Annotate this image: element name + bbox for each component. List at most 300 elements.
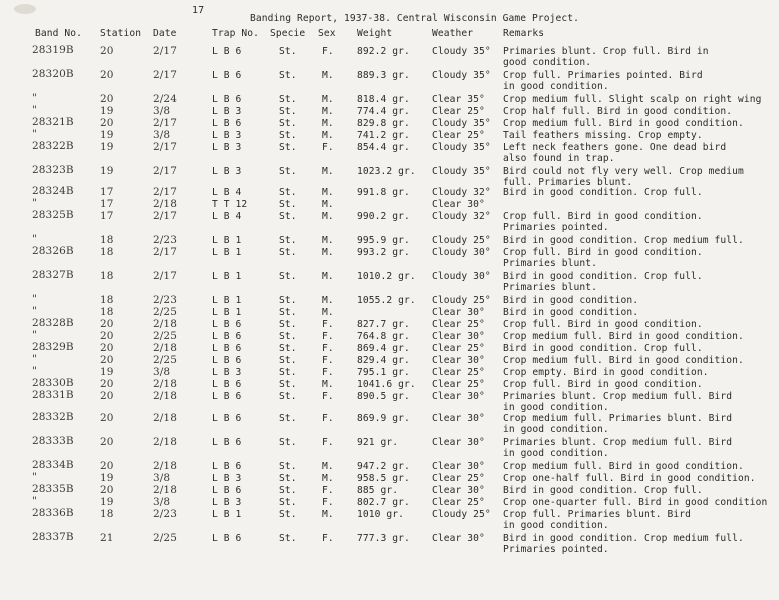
sex-cell: F. bbox=[322, 533, 334, 544]
band-number: 28326B bbox=[32, 245, 74, 257]
specie-cell: St. bbox=[279, 379, 297, 390]
sex-cell: F. bbox=[322, 437, 334, 448]
date-cell: 2/25 bbox=[153, 306, 177, 318]
trap-number-cell: L B 3 bbox=[212, 130, 242, 141]
column-header: Weight bbox=[357, 28, 393, 39]
weather-cell: Cloudy 35° bbox=[432, 166, 491, 177]
specie-cell: St. bbox=[279, 509, 297, 520]
sex-cell: M. bbox=[322, 70, 334, 81]
trap-number-cell: L B 3 bbox=[212, 497, 242, 508]
station-cell: 21 bbox=[100, 532, 114, 544]
date-cell: 3/8 bbox=[153, 105, 171, 117]
sex-cell: F. bbox=[322, 331, 334, 342]
specie-cell: St. bbox=[279, 166, 297, 177]
station-cell: 19 bbox=[100, 165, 114, 177]
weight-cell: 869.9 gr. bbox=[357, 413, 410, 424]
weight-cell: 795.1 gr. bbox=[357, 367, 410, 378]
sex-cell: M. bbox=[322, 118, 334, 129]
station-cell: 20 bbox=[100, 436, 114, 448]
remarks-line: Crop medium full. Bird in good condition. bbox=[503, 118, 744, 129]
station-cell: 19 bbox=[100, 366, 114, 378]
date-cell: 2/17 bbox=[153, 210, 177, 222]
sex-cell: M. bbox=[322, 461, 334, 472]
sex-cell: M. bbox=[322, 473, 334, 484]
weight-cell: 827.7 gr. bbox=[357, 319, 410, 330]
remarks-line: Crop one-half full. Bird in good condition. bbox=[503, 473, 756, 484]
station-cell: 17 bbox=[100, 210, 114, 222]
band-number: " bbox=[32, 353, 37, 365]
band-number: " bbox=[32, 329, 37, 341]
remarks-line: Bird in good condition. bbox=[503, 307, 639, 318]
trap-number-cell: L B 3 bbox=[212, 106, 242, 117]
date-cell: 2/17 bbox=[153, 270, 177, 282]
date-cell: 2/17 bbox=[153, 69, 177, 81]
specie-cell: St. bbox=[279, 485, 297, 496]
weather-cell: Clear 30° bbox=[432, 437, 485, 448]
weight-cell: 741.2 gr. bbox=[357, 130, 410, 141]
station-cell: 18 bbox=[100, 246, 114, 258]
specie-cell: St. bbox=[279, 473, 297, 484]
weather-cell: Clear 30° bbox=[432, 307, 485, 318]
remarks-line: Bird in good condition. Crop full. bbox=[503, 485, 703, 496]
date-cell: 2/18 bbox=[153, 390, 177, 402]
band-number: 28323B bbox=[32, 164, 74, 176]
station-cell: 20 bbox=[100, 45, 114, 57]
remarks-line: Crop full. Bird in good condition. bbox=[503, 211, 703, 222]
remarks-line: Left neck feathers gone. One dead bird bbox=[503, 142, 727, 153]
sex-cell: F. bbox=[322, 367, 334, 378]
sex-cell: M. bbox=[322, 130, 334, 141]
remarks-line: Crop full. Primaries blunt. Bird bbox=[503, 509, 692, 520]
specie-cell: St. bbox=[279, 295, 297, 306]
station-cell: 19 bbox=[100, 472, 114, 484]
remarks-line: in good condition. bbox=[503, 448, 609, 459]
band-number: 28322B bbox=[32, 140, 74, 152]
band-number: " bbox=[32, 293, 37, 305]
remarks-line: Bird could not fly very well. Crop medium bbox=[503, 166, 744, 177]
sex-cell: F. bbox=[322, 319, 334, 330]
weather-cell: Clear 25° bbox=[432, 130, 485, 141]
trap-number-cell: L B 6 bbox=[212, 355, 242, 366]
trap-number-cell: L B 6 bbox=[212, 118, 242, 129]
weight-cell: 1023.2 gr. bbox=[357, 166, 416, 177]
station-cell: 20 bbox=[100, 342, 114, 354]
trap-number-cell: L B 6 bbox=[212, 343, 242, 354]
specie-cell: St. bbox=[279, 307, 297, 318]
remarks-line: Crop medium full. Slight scalp on right wing bbox=[503, 94, 762, 105]
remarks-line: in good condition. bbox=[503, 520, 609, 531]
column-header: Specie bbox=[270, 28, 306, 39]
band-number: " bbox=[32, 365, 37, 377]
date-cell: 2/25 bbox=[153, 330, 177, 342]
column-header: Weather bbox=[432, 28, 474, 39]
weather-cell: Cloudy 35° bbox=[432, 118, 491, 129]
station-cell: 19 bbox=[100, 105, 114, 117]
column-header: Station bbox=[100, 28, 142, 39]
sex-cell: F. bbox=[322, 413, 334, 424]
specie-cell: St. bbox=[279, 461, 297, 472]
sex-cell: M. bbox=[322, 307, 334, 318]
date-cell: 2/23 bbox=[153, 508, 177, 520]
weather-cell: Clear 25° bbox=[432, 343, 485, 354]
weather-cell: Clear 30° bbox=[432, 461, 485, 472]
trap-number-cell: L B 6 bbox=[212, 391, 242, 402]
band-number: " bbox=[32, 128, 37, 140]
specie-cell: St. bbox=[279, 355, 297, 366]
band-number: " bbox=[32, 471, 37, 483]
weight-cell: 802.7 gr. bbox=[357, 497, 410, 508]
trap-number-cell: T T 12 bbox=[212, 199, 248, 210]
weight-cell: 1010.2 gr. bbox=[357, 271, 416, 282]
station-cell: 19 bbox=[100, 141, 114, 153]
weight-cell: 990.2 gr. bbox=[357, 211, 410, 222]
station-cell: 18 bbox=[100, 270, 114, 282]
sex-cell: M. bbox=[322, 211, 334, 222]
specie-cell: St. bbox=[279, 413, 297, 424]
remarks-line: in good condition. bbox=[503, 402, 609, 413]
column-header: Sex bbox=[318, 28, 336, 39]
column-header: Remarks bbox=[503, 28, 545, 39]
remarks-line: Crop medium full. Primaries blunt. Bird bbox=[503, 413, 733, 424]
band-number: 28320B bbox=[32, 68, 74, 80]
band-number: " bbox=[32, 104, 37, 116]
trap-number-cell: L B 3 bbox=[212, 166, 242, 177]
station-cell: 17 bbox=[100, 186, 114, 198]
date-cell: 2/23 bbox=[153, 234, 177, 246]
weather-cell: Clear 30° bbox=[432, 413, 485, 424]
date-cell: 2/18 bbox=[153, 198, 177, 210]
remarks-line: Bird in good condition. bbox=[503, 295, 639, 306]
specie-cell: St. bbox=[279, 235, 297, 246]
trap-number-cell: L B 6 bbox=[212, 533, 242, 544]
trap-number-cell: L B 1 bbox=[212, 247, 242, 258]
band-number: " bbox=[32, 495, 37, 507]
band-number: 28336B bbox=[32, 507, 74, 519]
date-cell: 3/8 bbox=[153, 129, 171, 141]
remarks-line: Bird in good condition. Crop medium full. bbox=[503, 235, 744, 246]
band-number: 28332B bbox=[32, 411, 74, 423]
date-cell: 2/18 bbox=[153, 484, 177, 496]
remarks-line: good condition. bbox=[503, 57, 592, 68]
remarks-line: in good condition. bbox=[503, 81, 609, 92]
remarks-line: Crop full. Bird in good condition. bbox=[503, 379, 703, 390]
band-number: " bbox=[32, 233, 37, 245]
station-cell: 20 bbox=[100, 412, 114, 424]
trap-number-cell: L B 1 bbox=[212, 295, 242, 306]
date-cell: 2/17 bbox=[153, 186, 177, 198]
weight-cell: 991.8 gr. bbox=[357, 187, 410, 198]
specie-cell: St. bbox=[279, 118, 297, 129]
weight-cell: 947.2 gr. bbox=[357, 461, 410, 472]
weight-cell: 1041.6 gr. bbox=[357, 379, 416, 390]
band-number: 28335B bbox=[32, 483, 74, 495]
station-cell: 20 bbox=[100, 460, 114, 472]
date-cell: 3/8 bbox=[153, 366, 171, 378]
band-number: 28337B bbox=[32, 531, 74, 543]
date-cell: 2/17 bbox=[153, 45, 177, 57]
specie-cell: St. bbox=[279, 94, 297, 105]
station-cell: 18 bbox=[100, 234, 114, 246]
sex-cell: F. bbox=[322, 355, 334, 366]
station-cell: 20 bbox=[100, 484, 114, 496]
specie-cell: St. bbox=[279, 391, 297, 402]
remarks-line: Primaries blunt. bbox=[503, 282, 598, 293]
remarks-line: Primaries pointed. bbox=[503, 222, 609, 233]
weight-cell: 869.4 gr. bbox=[357, 343, 410, 354]
weather-cell: Clear 25° bbox=[432, 319, 485, 330]
remarks-line: Crop full. Primaries pointed. Bird bbox=[503, 70, 703, 81]
weather-cell: Cloudy 25° bbox=[432, 235, 491, 246]
specie-cell: St. bbox=[279, 437, 297, 448]
date-cell: 2/17 bbox=[153, 117, 177, 129]
specie-cell: St. bbox=[279, 106, 297, 117]
remarks-line: in good condition. bbox=[503, 424, 609, 435]
station-cell: 18 bbox=[100, 508, 114, 520]
weight-cell: 854.4 gr. bbox=[357, 142, 410, 153]
remarks-line: Crop empty. Bird in good condition. bbox=[503, 367, 709, 378]
date-cell: 2/18 bbox=[153, 378, 177, 390]
specie-cell: St. bbox=[279, 199, 297, 210]
remarks-line: Bird in good condition. Crop medium full. bbox=[503, 533, 744, 544]
weather-cell: Cloudy 32° bbox=[432, 187, 491, 198]
sex-cell: M. bbox=[322, 247, 334, 258]
trap-number-cell: L B 6 bbox=[212, 485, 242, 496]
trap-number-cell: L B 6 bbox=[212, 319, 242, 330]
remarks-line: Bird in good condition. Crop full. bbox=[503, 343, 703, 354]
station-cell: 19 bbox=[100, 129, 114, 141]
paper-smudge bbox=[14, 4, 36, 14]
band-number: 28319B bbox=[32, 44, 74, 56]
sex-cell: M. bbox=[322, 379, 334, 390]
weather-cell: Clear 30° bbox=[432, 485, 485, 496]
remarks-line: Crop one-quarter full. Bird in good condition bbox=[503, 497, 768, 508]
date-cell: 2/25 bbox=[153, 532, 177, 544]
date-cell: 2/18 bbox=[153, 412, 177, 424]
band-number: 28331B bbox=[32, 389, 74, 401]
weather-cell: Clear 30° bbox=[432, 533, 485, 544]
specie-cell: St. bbox=[279, 70, 297, 81]
weight-cell: 777.3 gr. bbox=[357, 533, 410, 544]
sex-cell: F. bbox=[322, 497, 334, 508]
date-cell: 2/18 bbox=[153, 460, 177, 472]
station-cell: 20 bbox=[100, 69, 114, 81]
weather-cell: Clear 25° bbox=[432, 497, 485, 508]
remarks-line: also found in trap. bbox=[503, 153, 615, 164]
date-cell: 2/17 bbox=[153, 246, 177, 258]
weather-cell: Clear 30° bbox=[432, 355, 485, 366]
weight-cell: 921 gr. bbox=[357, 437, 399, 448]
specie-cell: St. bbox=[279, 319, 297, 330]
trap-number-cell: L B 6 bbox=[212, 331, 242, 342]
date-cell: 2/18 bbox=[153, 342, 177, 354]
station-cell: 20 bbox=[100, 390, 114, 402]
specie-cell: St. bbox=[279, 247, 297, 258]
weight-cell: 995.9 gr. bbox=[357, 235, 410, 246]
sex-cell: M. bbox=[322, 187, 334, 198]
trap-number-cell: L B 6 bbox=[212, 379, 242, 390]
sex-cell: M. bbox=[322, 106, 334, 117]
weight-cell: 892.2 gr. bbox=[357, 46, 410, 57]
station-cell: 20 bbox=[100, 354, 114, 366]
band-number: 28329B bbox=[32, 341, 74, 353]
station-cell: 18 bbox=[100, 294, 114, 306]
trap-number-cell: L B 1 bbox=[212, 307, 242, 318]
remarks-line: Crop half full. Bird in good condition. bbox=[503, 106, 733, 117]
weight-cell: 774.4 gr. bbox=[357, 106, 410, 117]
date-cell: 3/8 bbox=[153, 496, 171, 508]
trap-number-cell: L B 3 bbox=[212, 473, 242, 484]
column-header: Trap No. bbox=[212, 28, 260, 39]
date-cell: 3/8 bbox=[153, 472, 171, 484]
trap-number-cell: L B 6 bbox=[212, 46, 242, 57]
remarks-line: Bird in good condition. Crop full. bbox=[503, 271, 703, 282]
sex-cell: M. bbox=[322, 199, 334, 210]
band-number: 28327B bbox=[32, 269, 74, 281]
sex-cell: M. bbox=[322, 271, 334, 282]
station-cell: 17 bbox=[100, 198, 114, 210]
date-cell: 2/24 bbox=[153, 93, 177, 105]
sex-cell: M. bbox=[322, 166, 334, 177]
weather-cell: Cloudy 32° bbox=[432, 211, 491, 222]
trap-number-cell: L B 3 bbox=[212, 142, 242, 153]
weight-cell: 885 gr. bbox=[357, 485, 399, 496]
weight-cell: 818.4 gr. bbox=[357, 94, 410, 105]
station-cell: 20 bbox=[100, 378, 114, 390]
band-number: 28324B bbox=[32, 185, 74, 197]
specie-cell: St. bbox=[279, 331, 297, 342]
weather-cell: Cloudy 35° bbox=[432, 142, 491, 153]
band-number: 28333B bbox=[32, 435, 74, 447]
weather-cell: Clear 30° bbox=[432, 391, 485, 402]
weather-cell: Clear 25° bbox=[432, 379, 485, 390]
weather-cell: Clear 30° bbox=[432, 199, 485, 210]
weather-cell: Clear 30° bbox=[432, 331, 485, 342]
weather-cell: Cloudy 35° bbox=[432, 46, 491, 57]
weather-cell: Cloudy 30° bbox=[432, 247, 491, 258]
band-number: 28325B bbox=[32, 209, 74, 221]
sex-cell: M. bbox=[322, 295, 334, 306]
weather-cell: Cloudy 35° bbox=[432, 70, 491, 81]
station-cell: 20 bbox=[100, 318, 114, 330]
weather-cell: Clear 25° bbox=[432, 473, 485, 484]
weight-cell: 764.8 gr. bbox=[357, 331, 410, 342]
sex-cell: M. bbox=[322, 235, 334, 246]
sex-cell: F. bbox=[322, 485, 334, 496]
trap-number-cell: L B 6 bbox=[212, 70, 242, 81]
trap-number-cell: L B 6 bbox=[212, 437, 242, 448]
page-number: 17 bbox=[192, 5, 205, 16]
station-cell: 19 bbox=[100, 496, 114, 508]
weight-cell: 1055.2 gr. bbox=[357, 295, 416, 306]
weather-cell: Cloudy 30° bbox=[432, 271, 491, 282]
station-cell: 18 bbox=[100, 306, 114, 318]
sex-cell: F. bbox=[322, 343, 334, 354]
specie-cell: St. bbox=[279, 271, 297, 282]
station-cell: 20 bbox=[100, 117, 114, 129]
weather-cell: Clear 25° bbox=[432, 367, 485, 378]
station-cell: 20 bbox=[100, 330, 114, 342]
band-number: " bbox=[32, 92, 37, 104]
trap-number-cell: L B 6 bbox=[212, 94, 242, 105]
specie-cell: St. bbox=[279, 367, 297, 378]
trap-number-cell: L B 4 bbox=[212, 187, 242, 198]
specie-cell: St. bbox=[279, 187, 297, 198]
specie-cell: St. bbox=[279, 343, 297, 354]
weather-cell: Clear 35° bbox=[432, 94, 485, 105]
trap-number-cell: L B 1 bbox=[212, 509, 242, 520]
trap-number-cell: L B 6 bbox=[212, 461, 242, 472]
remarks-line: Crop medium full. Bird in good condition. bbox=[503, 461, 744, 472]
trap-number-cell: L B 4 bbox=[212, 211, 242, 222]
remarks-line: Primaries pointed. bbox=[503, 544, 609, 555]
remarks-line: Crop medium full. Bird in good condition. bbox=[503, 355, 744, 366]
remarks-line: Crop full. Bird in good condition. bbox=[503, 247, 703, 258]
weight-cell: 993.2 gr. bbox=[357, 247, 410, 258]
remarks-line: Tail feathers missing. Crop empty. bbox=[503, 130, 703, 141]
band-number: 28321B bbox=[32, 116, 74, 128]
remarks-line: Primaries blunt. Crop full. Bird in bbox=[503, 46, 709, 57]
weather-cell: Cloudy 25° bbox=[432, 295, 491, 306]
weight-cell: 890.5 gr. bbox=[357, 391, 410, 402]
column-header: Date bbox=[153, 28, 177, 39]
remarks-line: Primaries blunt. Crop medium full. Bird bbox=[503, 437, 733, 448]
specie-cell: St. bbox=[279, 130, 297, 141]
date-cell: 2/23 bbox=[153, 294, 177, 306]
remarks-line: Bird in good condition. Crop full. bbox=[503, 187, 703, 198]
specie-cell: St. bbox=[279, 533, 297, 544]
date-cell: 2/25 bbox=[153, 354, 177, 366]
report-title: Banding Report, 1937-38. Central Wisconsin Game Project. bbox=[250, 13, 580, 24]
band-number: " bbox=[32, 305, 37, 317]
date-cell: 2/18 bbox=[153, 318, 177, 330]
sex-cell: F. bbox=[322, 142, 334, 153]
remarks-line: Primaries blunt. bbox=[503, 258, 598, 269]
specie-cell: St. bbox=[279, 142, 297, 153]
specie-cell: St. bbox=[279, 46, 297, 57]
weight-cell: 889.3 gr. bbox=[357, 70, 410, 81]
weather-cell: Cloudy 25° bbox=[432, 509, 491, 520]
sex-cell: F. bbox=[322, 391, 334, 402]
weight-cell: 958.5 gr. bbox=[357, 473, 410, 484]
date-cell: 2/17 bbox=[153, 141, 177, 153]
trap-number-cell: L B 3 bbox=[212, 367, 242, 378]
date-cell: 2/18 bbox=[153, 436, 177, 448]
station-cell: 20 bbox=[100, 93, 114, 105]
remarks-line: Crop full. Bird in good condition. bbox=[503, 319, 703, 330]
specie-cell: St. bbox=[279, 211, 297, 222]
remarks-line: Crop medium full. Bird in good condition. bbox=[503, 331, 744, 342]
trap-number-cell: L B 1 bbox=[212, 235, 242, 246]
sex-cell: M. bbox=[322, 509, 334, 520]
weight-cell: 829.4 gr. bbox=[357, 355, 410, 366]
weather-cell: Clear 25° bbox=[432, 106, 485, 117]
band-number: 28330B bbox=[32, 377, 74, 389]
weight-cell: 829.8 gr. bbox=[357, 118, 410, 129]
remarks-line: Primaries blunt. Crop medium full. Bird bbox=[503, 391, 733, 402]
trap-number-cell: L B 1 bbox=[212, 271, 242, 282]
remarks-line: full. Primaries blunt. bbox=[503, 177, 633, 188]
band-number: 28328B bbox=[32, 317, 74, 329]
column-header: Band No. bbox=[35, 28, 83, 39]
band-number: " bbox=[32, 197, 37, 209]
trap-number-cell: L B 6 bbox=[212, 413, 242, 424]
sex-cell: F. bbox=[322, 46, 334, 57]
sex-cell: M. bbox=[322, 94, 334, 105]
weight-cell: 1010 gr. bbox=[357, 509, 405, 520]
band-number: 28334B bbox=[32, 459, 74, 471]
date-cell: 2/17 bbox=[153, 165, 177, 177]
specie-cell: St. bbox=[279, 497, 297, 508]
